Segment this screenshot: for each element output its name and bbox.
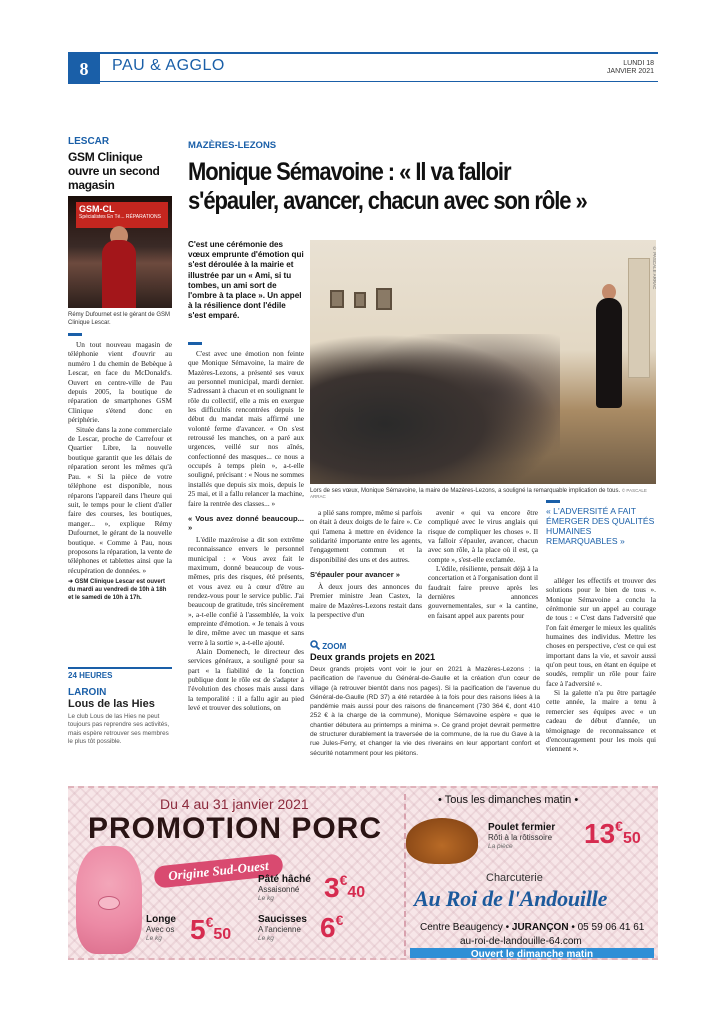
product-sub: Assaisonné bbox=[258, 885, 300, 894]
brief-band: 24 HEURES bbox=[68, 667, 172, 681]
price-euros: 3 bbox=[324, 872, 340, 903]
article-subhead: S'épauler pour avancer » bbox=[310, 570, 401, 580]
product-name: Saucisses bbox=[258, 914, 307, 925]
section-title: PAU & AGGLO bbox=[112, 57, 225, 74]
ceremony-photo bbox=[310, 240, 656, 484]
price-euros: 5 bbox=[190, 914, 206, 945]
pull-quote bbox=[546, 500, 656, 546]
article-paragraph: Alain Domenech, le directeur des services généraux, a souligné pour sa part « la fiabilité de la fonction publique dont le rôle est de s'adapter à l'évolution des choses mais aussi dans la temporalité : il a fallu agir au pied levé et trouver des solutions, on bbox=[188, 646, 304, 713]
roast-chicken-illustration bbox=[406, 818, 478, 864]
photo-caption-text: Lors de ses vœux, Monique Sémavoine, la maire de Mazères-Lezons, a souligné la remarquable implication de tous. bbox=[310, 488, 621, 494]
ad-product bbox=[258, 914, 307, 942]
product-unit: Le kg bbox=[258, 935, 274, 942]
speaker-shape bbox=[596, 298, 622, 408]
main-lead: C'est une cérémonie des vœux emprunte d'émotion qui s'est déroulée à la mairie et illustrée par un « Ami, si tu tombes, un ami sort de l'ombre à ta place ». Un appel à la résilience dont l'édile s'est emparé. bbox=[188, 240, 304, 321]
product-price bbox=[320, 912, 343, 944]
ad-address-prefix: Centre Beaugency • bbox=[420, 922, 512, 933]
product-sub: Avec os bbox=[146, 925, 175, 934]
shop-sign bbox=[76, 202, 168, 228]
price-cents: 40 bbox=[347, 884, 366, 901]
wall-frame bbox=[330, 290, 344, 308]
shop-sign-sub: Spécialistes En Té... RÉPARATIONS bbox=[79, 214, 161, 220]
page-header bbox=[68, 52, 658, 82]
window-shape bbox=[628, 258, 650, 378]
product-unit: La pièce bbox=[488, 843, 513, 850]
ad-date-range: Du 4 au 31 janvier 2021 bbox=[160, 796, 309, 812]
pull-quote-text: « L'ADVERSITÉ A FAIT ÉMERGER DES QUALITÉS HUMAINES REMARQUABLES » bbox=[546, 506, 655, 546]
page-number: 8 bbox=[68, 54, 100, 84]
ad-origin-badge: Origine Sud-Ouest bbox=[153, 853, 283, 888]
brief-text: Le club Lous de las Hies ne peut toujours pas reprendre ses activités, mais espère retrouver ses membres le plus tôt possible. bbox=[68, 713, 170, 746]
magnifier-icon bbox=[310, 640, 320, 650]
price-euros: 13 bbox=[584, 818, 616, 849]
price-cents: 50 bbox=[622, 830, 641, 847]
zoom-label-text: ZOOM bbox=[322, 642, 347, 651]
brief-kicker: LAROIN bbox=[68, 687, 107, 698]
photo-credit-vertical: © PASCALE ARRAC bbox=[652, 246, 657, 290]
shop-sign-text: GSM-CL bbox=[79, 204, 115, 214]
ad-address-city: JURANÇON bbox=[511, 922, 569, 933]
person-shape bbox=[102, 240, 136, 308]
article-paragraph: Si la galette n'a pu être partagée cette année, la maire a tenu à remercier ses équipes avec « un cadeau de début d'année, un témoignage de reconnaissance et d'encouragement pour les mois qui viennent ». bbox=[546, 688, 656, 754]
ad-shop-name: Au Roi de l'Andouille bbox=[414, 886, 608, 911]
article-paragraph: a plié sans rompre, même si parfois on était à deux doigts de le faire ». Ce qui l'amena à mettre en évidence la solidarité importante entre les agents, l'engagement commun et la disponibilité des uns et des autres. bbox=[310, 508, 422, 564]
ad-address bbox=[420, 922, 644, 933]
issue-date-month: JANVIER 2021 bbox=[606, 68, 654, 75]
product-name: Poulet fermier bbox=[488, 822, 556, 833]
product-price bbox=[584, 818, 641, 850]
euro-sign: € bbox=[615, 818, 623, 834]
article-paragraph: L'édile mazéroise a dit son extrême reconnaissance envers le personnel municipal : « Vous avez fait le maximum, donné beaucoup de vous-mêmes, pris des risques, été présents, et vous avez eu à cœur d'être au rendez-vous pour le service public. J'ai beaucoup de gratitude, très sincèrement », a-t-elle confié à l'assemblée, la voix empreinte d'émotion. « Je tenais à vous le dire, même avec un masque et sans verre à la sortie », a-t-elle ajouté. bbox=[188, 534, 304, 647]
ad-product bbox=[488, 822, 555, 850]
article-column-2 bbox=[310, 508, 422, 619]
wall-frame bbox=[354, 292, 366, 308]
price-euros: 6 bbox=[320, 912, 336, 943]
article-column-1 bbox=[188, 336, 304, 712]
advertisement bbox=[68, 786, 658, 960]
main-headline bbox=[188, 158, 600, 216]
article-paragraph: alléger les effectifs et trouver des solutions pour le bien de tous ». Monique Sémavoine a conclu la cérémonie sur un appel au courage de tous : « C'est dans l'adversité que l'on fait émerger le mieux les qualités humaines des individus. Mettre les choses en perspective, c'est ce qui est important dans la vie, et savoir aussi qu'on peut tous, en étant en équipe et soudés, remplir un rôle pour faire face à l'adversité ». bbox=[546, 576, 656, 688]
product-name: Pâté hâché bbox=[258, 874, 311, 885]
left-body bbox=[68, 340, 172, 575]
ad-product bbox=[258, 874, 311, 902]
article-paragraph: À deux jours des annonces du Premier ministre Jean Castex, la maire de Mazères-Lezons restait dans la perspective d'un bbox=[310, 582, 422, 620]
accent-bar bbox=[68, 333, 82, 336]
left-column bbox=[68, 90, 172, 602]
headline-line: Monique Sémavoine : « Il va falloir bbox=[188, 158, 511, 186]
ad-promo-title: PROMOTION PORC bbox=[88, 812, 383, 845]
brief-24h bbox=[68, 667, 172, 747]
left-paragraph: Un tout nouveau magasin de téléphonie vient d'ouvrir au numéro 1 du chemin de Bebèque à Lescar, en face du McDonald's. Ouvert en centre-ville de Pau depuis 2005, la boutique de réparation de smartphones GSM Clinique s'étend donc en périphérie. bbox=[68, 340, 172, 425]
zoom-label bbox=[310, 640, 656, 651]
pig-illustration bbox=[76, 846, 142, 954]
product-price bbox=[190, 914, 231, 946]
product-sub: A l'ancienne bbox=[258, 925, 301, 934]
article-column-3 bbox=[428, 508, 538, 620]
article-paragraph: avenir « qui va encore être compliqué avec le virus anglais qui risque de compliquer les choses ». Il va falloir s'épauler, avancer, chacun avec son rôle, à la place où il est, ça compte », s'est-elle exclamée. bbox=[428, 508, 538, 564]
issue-date-day: LUNDI 18 bbox=[623, 60, 654, 67]
pig-snout-shape bbox=[98, 896, 120, 910]
product-unit: Le kg bbox=[146, 935, 162, 942]
issue-date bbox=[607, 60, 654, 76]
wall-frame bbox=[376, 288, 392, 310]
euro-sign: € bbox=[205, 914, 214, 930]
ad-phone: • 05 59 06 41 61 bbox=[568, 922, 645, 933]
article-paragraph: C'est avec une émotion non feinte que Monique Sémavoine, la maire de Mazères-Lezons, a présenté ses vœux au personnel municipal, mardi dernier. S'adressant à chacun et en soulignant le rôle du collectif, elle a mis en exergue les difficultés rencontrées depuis le début du mandat mais affirmé une volonté ferme d'avancer. « On s'est retroussé les manches, on a paré aux urgences, veillé sur nos aînés, confectionné des masques... ce nous a occupés à temps plein », a-t-elle souligné, précisant : « Nous ne sommes installés que depuis six mois, depuis le 25 mai, et il a fallu relancer la machine, faire la rentrée des classes... » bbox=[188, 349, 304, 508]
ad-product bbox=[146, 914, 176, 942]
left-photo-caption: Rémy Dufournet est le gérant de GSM Clinique Lescar. bbox=[68, 312, 171, 326]
audience-shape bbox=[310, 334, 560, 484]
accent-bar bbox=[188, 342, 202, 345]
photo-caption bbox=[310, 488, 656, 500]
main-kicker: MAZÈRES-LEZONS bbox=[188, 140, 277, 151]
shop-photo bbox=[68, 196, 172, 308]
accent-bar bbox=[546, 500, 560, 503]
photo-credit: © PASCALE ARRAC bbox=[310, 488, 647, 499]
product-name: Longe bbox=[146, 914, 176, 925]
ad-sunday-band: Ouvert le dimanche matin bbox=[410, 948, 654, 960]
article-subhead: « Vous avez donné beaucoup... » bbox=[188, 513, 304, 532]
left-paragraph: Située dans la zone commerciale de Lescar, proche de Carrefour et Quartier Libre, la nouvelle boutique garantit que les délais de réparation seront les mêmes qu'à Pau. « Si la pièce de votre téléphone est disponible, nous réparons l'appareil dans l'heure qui suit, le temps pour le client d'aller faire des courses, les boutiques, manger... », explique Rémy Dufournet, le gérant de la nouvelle boutique. « Comme à Pau, nous proposons la réparation, la vente de téléphones et tablettes ainsi que la récupération de données. » bbox=[68, 424, 172, 575]
article-paragraph: L'édile, résiliente, pensait déjà à la concertation et à l'organisation dont il faudrait faire preuve après les dernières annonces gouvernementales, sur « la cantine, en faisant appel aux parents pour bbox=[428, 564, 538, 620]
product-unit: Le kg bbox=[258, 895, 274, 902]
zoom-box bbox=[310, 640, 656, 758]
euro-sign: € bbox=[339, 872, 348, 888]
euro-sign: € bbox=[335, 912, 344, 928]
ad-divider bbox=[404, 794, 406, 956]
left-title: GSM Clinique ouvre un second magasin bbox=[68, 150, 160, 192]
zoom-text: Deux grands projets vont voir le jour en 2021 à Mazères-Lezons : la pacification de l'avenue du Général-de-Gaulle et la création d'un cœur de village (à retrouver bientôt dans nos pages). Si la pacification de l'avenue du Général-de-Gaulle (RD 37) a été retardée à la fois pour des raisons liées à la pandémie mais aussi pour des raisons de financement (730 364 €, dont 410 252 € à la charge de la commune), Monique Sémavoine espère « que le chantier débutera au printemps a minima ». Ce grand projet devrait permettre de structurer durablement la traversée de la commune, de la rue du Gave à la rue Jules-Ferry, et changer la vie des riverains en leur apportant confort et sécurité notamment pour les piétons. bbox=[310, 666, 540, 757]
brief-title: Lous de las Hies bbox=[68, 698, 155, 710]
ad-website: au-roi-de-landouille-64.com bbox=[460, 936, 582, 947]
price-cents: 50 bbox=[213, 926, 232, 943]
ad-charcuterie: Charcuterie bbox=[486, 872, 543, 884]
left-info: ➜ GSM Clinique Lescar est ouvert du mardi au vendredi de 10h à 18h et le samedi de 10h à 17h. bbox=[68, 579, 167, 602]
left-kicker: LESCAR bbox=[68, 136, 110, 147]
product-sub: Rôti à la rôtissoire bbox=[488, 833, 553, 842]
ad-sundays: • Tous les dimanches matin • bbox=[438, 794, 579, 806]
product-price bbox=[324, 872, 365, 904]
headline-line: s'épauler, avancer, chacun avec son rôle » bbox=[188, 187, 587, 215]
zoom-title: Deux grands projets en 2021 bbox=[310, 652, 436, 662]
